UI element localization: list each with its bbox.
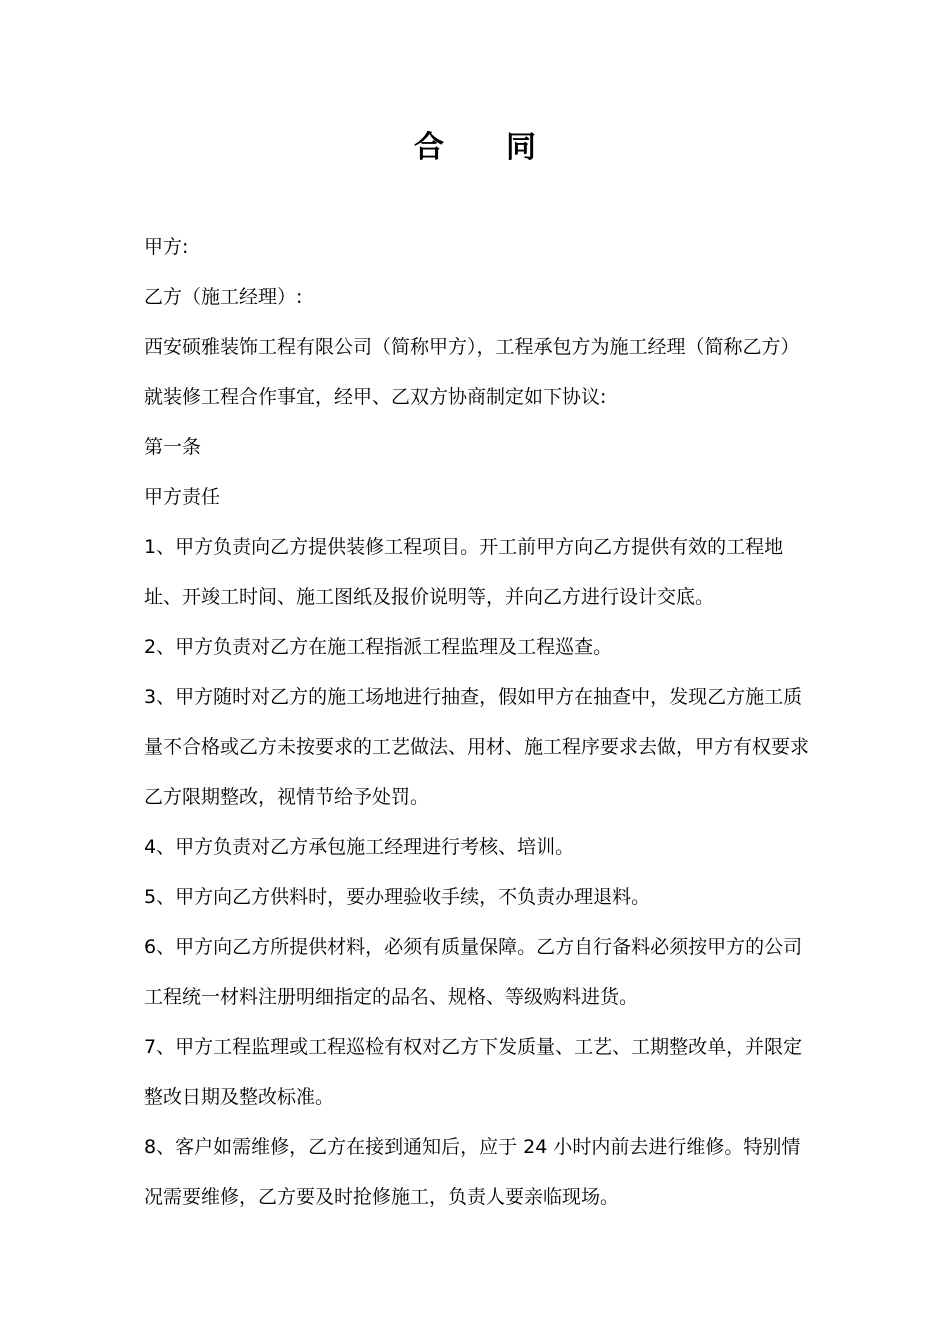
clause-5: 5、甲方向乙方供料时，要办理验收手续，不负责办理退料。: [144, 886, 651, 908]
intro-paragraph: 西安硕雅装饰工程有限公司（简称甲方），工程承包方为施工经理（简称乙方）就装修工程合作事宜，经甲、乙双方协商制定如下协议:: [144, 336, 800, 408]
title-char-tong: 同: [506, 130, 536, 165]
party-b-line: 乙方（施工经理）:: [144, 286, 303, 308]
clause-7: 7、甲方工程监理或工程巡检有权对乙方下发质量、工艺、工期整改单，并限定整改日期及整改标准。: [144, 1036, 803, 1108]
clause-4: 4、甲方负责对乙方承包施工经理进行考核、培训。: [144, 836, 575, 858]
document-body: [144, 222, 816, 1222]
party-a-line: 甲方:: [144, 236, 189, 258]
clause-6: 6、甲方向乙方所提供材料，必须有质量保障。乙方自行备料必须按甲方的公司工程统一材料注册明细指定的品名、规格、等级购料进货。: [144, 936, 803, 1008]
section-heading: 甲方责任: [144, 486, 221, 508]
article-heading: 第一条: [144, 436, 202, 458]
document-title: [0, 126, 950, 170]
clause-2: 2、甲方负责对乙方在施工程指派工程监理及工程巡查。: [144, 636, 613, 658]
title-char-he: 合: [414, 130, 444, 165]
clause-3: 3、甲方随时对乙方的施工场地进行抽查，假如甲方在抽查中，发现乙方施工质量不合格或乙方未按要求的工艺做法、用材、施工程序要求去做，甲方有权要求乙方限期整改，视情节给予处罚。: [144, 686, 810, 808]
clause-1: 1、甲方负责向乙方提供装修工程项目。开工前甲方向乙方提供有效的工程地址、开竣工时间、施工图纸及报价说明等，并向乙方进行设计交底。: [144, 536, 784, 608]
clause-8: 8、客户如需维修，乙方在接到通知后，应于 24 小时内前去进行维修。特别情况需要维修，乙方要及时抢修施工，负责人要亲临现场。: [144, 1136, 801, 1208]
